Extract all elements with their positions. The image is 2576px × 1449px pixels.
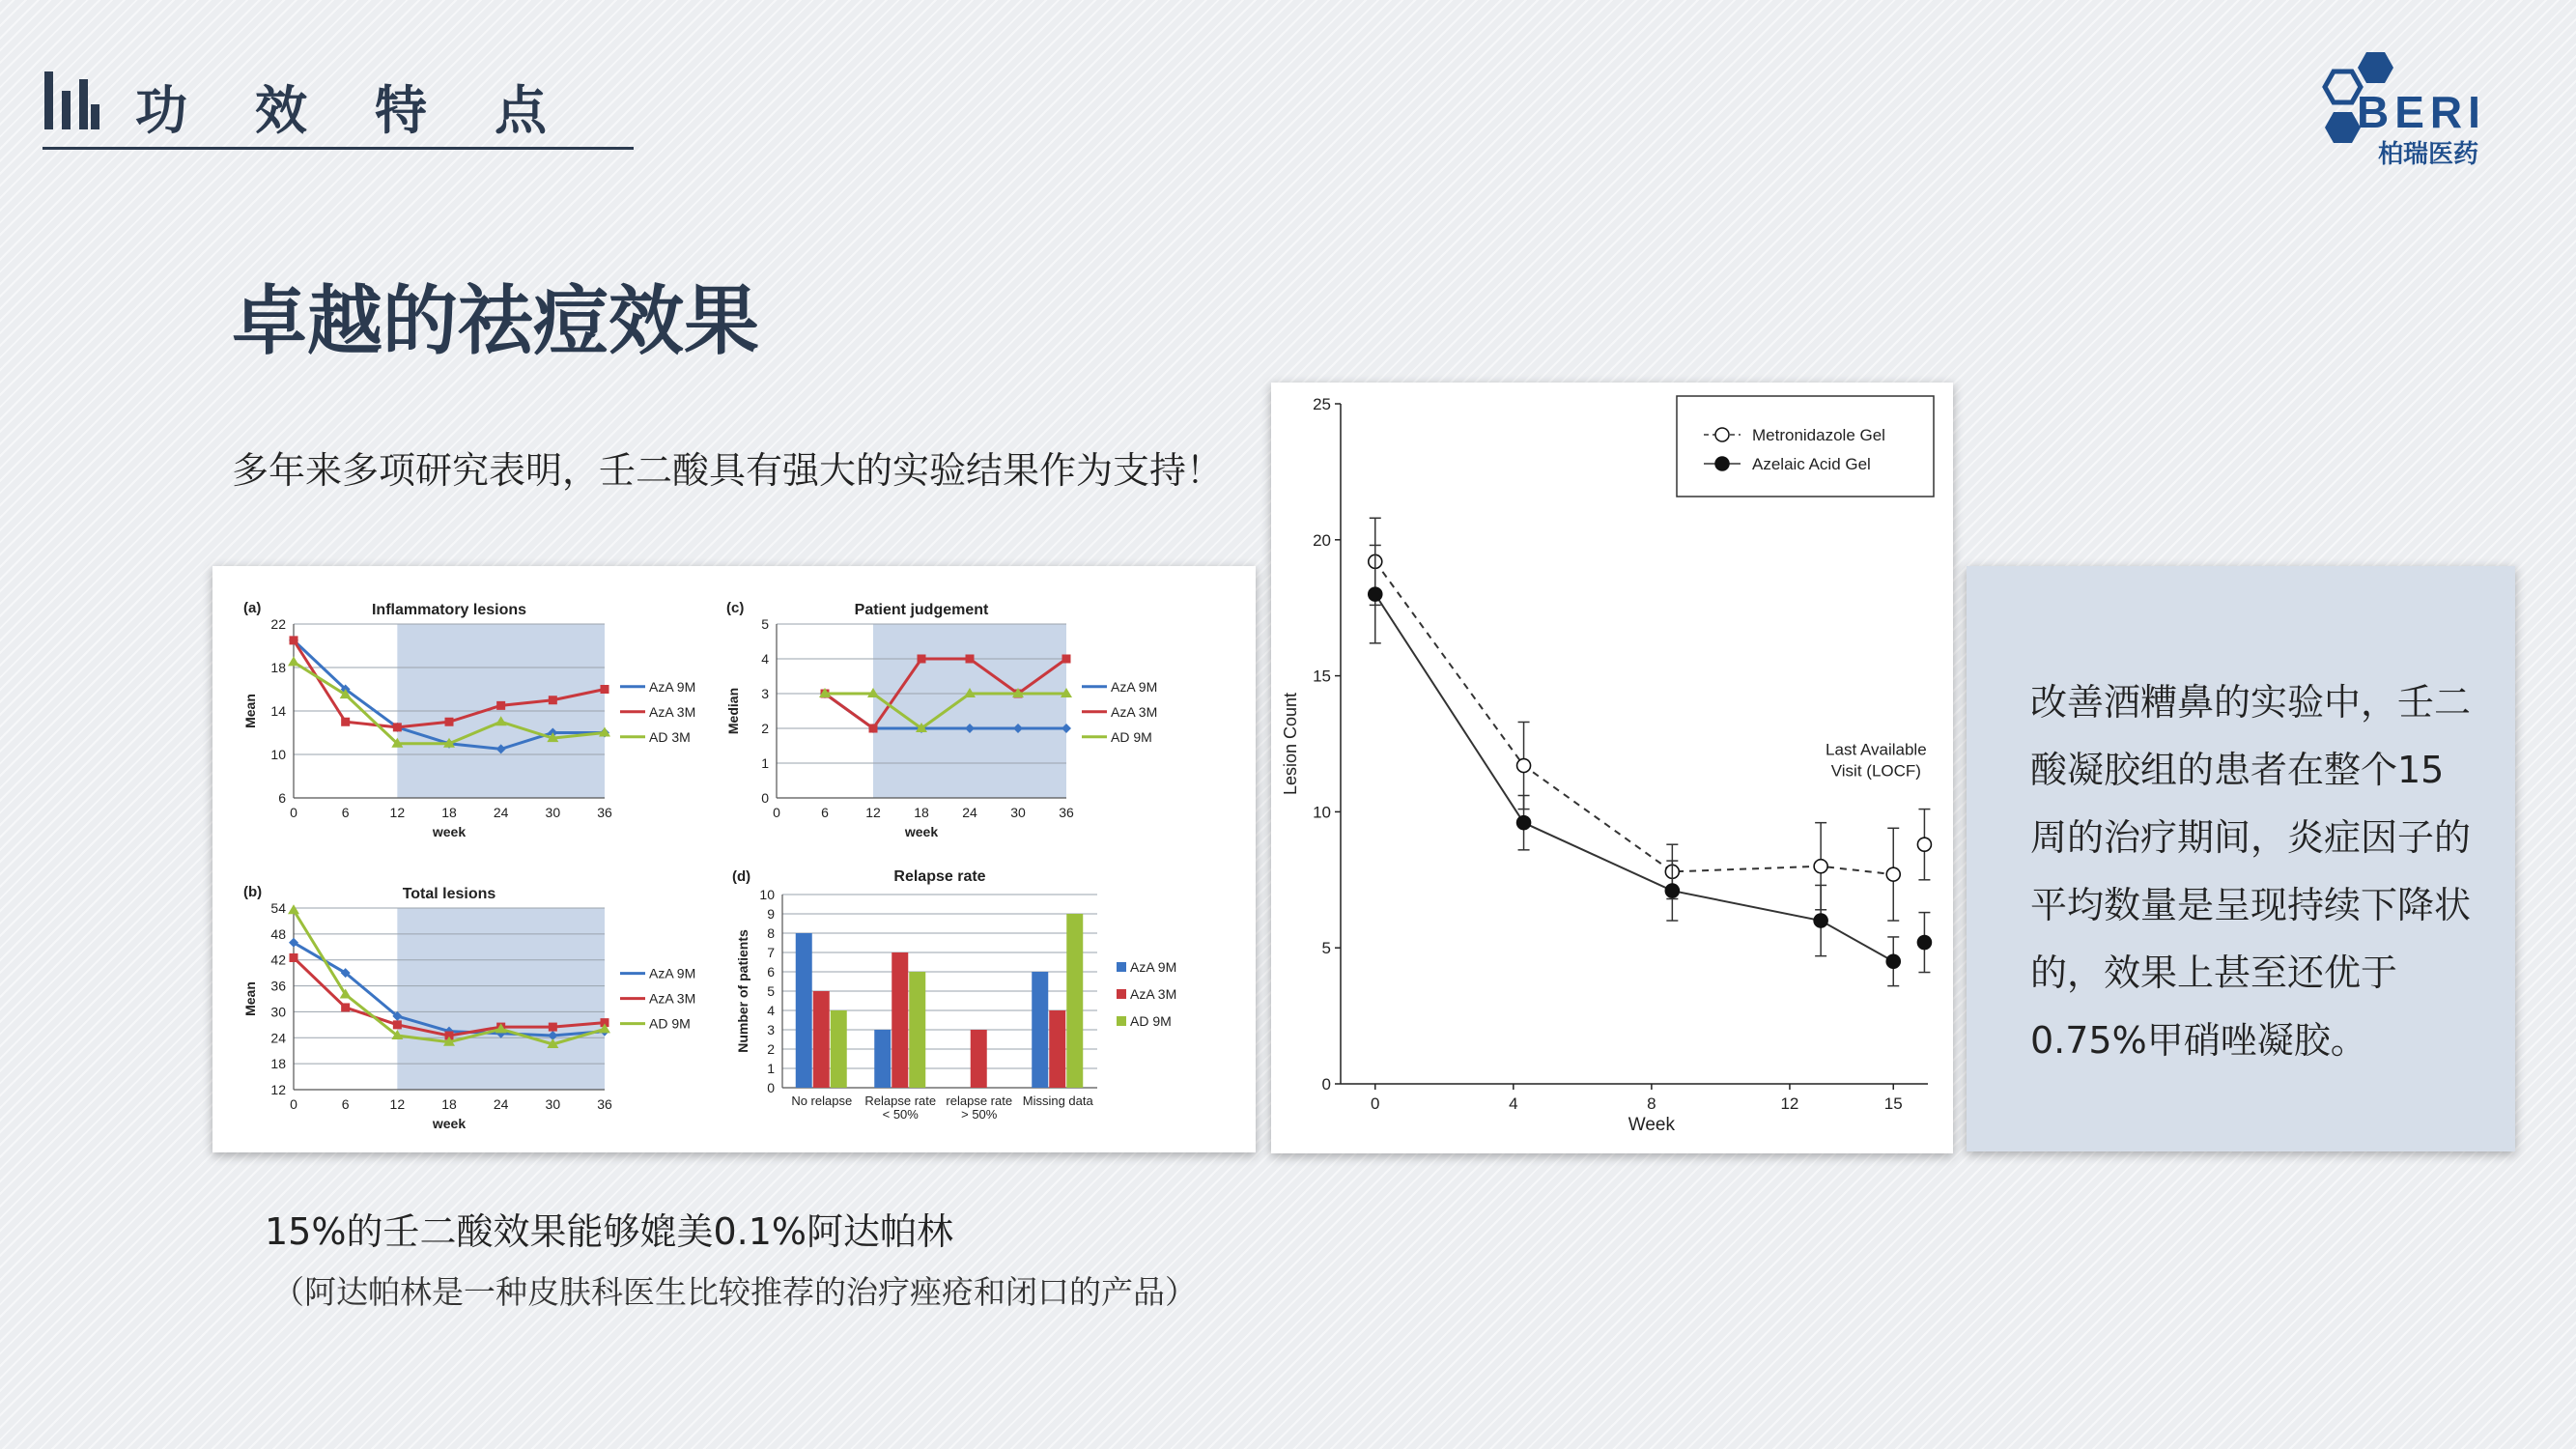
chart-c: [725, 600, 1157, 839]
data-point: [549, 1023, 557, 1032]
legend-label: AzA 9M: [649, 965, 696, 981]
shaded-region: [397, 908, 605, 1090]
bar: [1066, 914, 1083, 1088]
data-point: [341, 718, 350, 726]
panel-label: (c): [726, 600, 745, 616]
y-tick-label: 6: [767, 964, 775, 980]
x-tick-label: 12: [1780, 1094, 1799, 1113]
chart-title: Inflammatory lesions: [371, 602, 527, 618]
locf-annotation: Last Available Visit (LOCF): [1826, 740, 1927, 781]
y-tick-label: 8: [767, 925, 775, 941]
y-tick-label: 4: [767, 1003, 775, 1018]
legend-label: Metronidazole Gel: [1752, 426, 1885, 444]
y-tick-label: 4: [761, 651, 769, 667]
footnote-sub: （阿达帕林是一种皮肤科医生比较推荐的治疗痤疮和闭口的产品）: [272, 1273, 1197, 1311]
y-tick-label: 3: [767, 1022, 775, 1037]
y-tick-label: 5: [761, 616, 769, 632]
x-tick-label: 36: [1059, 805, 1074, 820]
y-tick-label: 6: [278, 790, 286, 806]
data-point: [393, 723, 402, 731]
y-tick-label: 1: [767, 1061, 775, 1076]
y-tick-label: 30: [270, 1004, 286, 1020]
y-tick-label: 10: [1313, 803, 1331, 822]
bar: [874, 1030, 891, 1088]
y-axis-label: Lesion Count: [1281, 692, 1300, 796]
legend: [1677, 396, 1934, 497]
y-tick-label: 15: [1313, 667, 1331, 686]
chart-d: [732, 868, 1176, 1122]
data-point: [1517, 816, 1531, 830]
bar: [909, 972, 925, 1088]
footnote-main: 15%的壬二酸效果能够媲美0.1%阿达帕林: [265, 1210, 954, 1253]
legend-label: AzA 9M: [1111, 678, 1158, 695]
x-tick-label: 12: [865, 805, 881, 820]
legend-label: AzA 9M: [649, 678, 696, 695]
legend-swatch: [1117, 962, 1126, 972]
legend-label: AzA 3M: [649, 703, 696, 720]
x-tick-label: 30: [545, 805, 561, 820]
description-text: 改善酒糟鼻的实验中，壬二酸凝胶组的患者在整个15周的治疗期间，炎症因子的平均数量是呈现持续下降状的，效果上甚至还优于0.75%甲硝唑凝胶。: [2030, 681, 2472, 1062]
rosacea-chart: [1271, 383, 1953, 1153]
y-tick-label: 18: [270, 1056, 286, 1072]
bar: [1049, 1010, 1065, 1088]
x-tick-label: 12: [389, 1096, 406, 1112]
legend-box: [1677, 396, 1934, 497]
chart-title: Relapse rate: [893, 868, 986, 885]
bar: [813, 991, 830, 1088]
x-tick-label: 0: [773, 805, 780, 820]
shaded-region: [873, 624, 1066, 798]
section-bars-icon: [42, 71, 100, 129]
data-point: [601, 685, 609, 694]
y-tick-label: 0: [767, 1080, 775, 1095]
panel-label: (d): [732, 868, 751, 885]
rosacea-chart-panel: [1271, 383, 1953, 1153]
x-tick-label: 24: [962, 805, 977, 820]
panel-label: (b): [243, 884, 263, 900]
y-tick-label: 7: [767, 945, 775, 960]
x-tick-label: 12: [389, 805, 406, 820]
data-point: [288, 904, 299, 914]
y-tick-label: 2: [761, 721, 769, 736]
section-title: 功效特点: [135, 80, 614, 141]
category-label: relapse rate > 50%: [946, 1094, 1013, 1122]
y-axis-label: Median: [725, 687, 741, 735]
y-tick-label: 20: [1313, 530, 1331, 550]
x-tick-label: 6: [341, 805, 350, 820]
logo-subtitle: 柏瑞医药: [2378, 139, 2479, 168]
x-tick-label: 18: [441, 805, 457, 820]
legend-label: AzA 3M: [1111, 703, 1158, 720]
x-tick-label: 36: [597, 1096, 612, 1112]
legend-label: AzA 3M: [649, 990, 696, 1007]
data-point: [288, 656, 299, 666]
data-point: [1917, 936, 1931, 950]
bar: [892, 952, 908, 1088]
data-point: [341, 1003, 350, 1011]
panel-label: (a): [243, 600, 262, 616]
x-axis-label: week: [904, 824, 939, 839]
y-tick-label: 3: [761, 686, 769, 701]
bar: [971, 1030, 987, 1088]
chart-b: [242, 884, 695, 1131]
section-underline: [42, 147, 634, 150]
category-label: Missing data: [1022, 1094, 1093, 1108]
y-tick-label: 14: [270, 703, 286, 719]
x-tick-label: 15: [1883, 1094, 1903, 1113]
data-point: [549, 696, 557, 704]
y-tick-label: 48: [270, 925, 286, 942]
legend-marker: [1715, 457, 1729, 470]
legend-label: AzA 3M: [1130, 986, 1177, 1002]
data-point: [1665, 884, 1679, 897]
study-figure-panel: [212, 566, 1256, 1152]
main-title: 卓越的祛痘效果: [232, 278, 760, 365]
category-label: No relapse: [791, 1094, 853, 1108]
logo-wordmark: BERI: [2357, 87, 2486, 137]
chart-title: Total lesions: [402, 886, 496, 902]
y-tick-label: 9: [767, 906, 775, 922]
x-tick-label: 18: [441, 1096, 457, 1112]
x-tick-label: 0: [1371, 1094, 1380, 1113]
y-tick-label: 25: [1313, 395, 1331, 413]
y-tick-label: 0: [761, 790, 769, 806]
y-tick-label: 0: [1321, 1075, 1331, 1094]
data-point: [1886, 867, 1900, 881]
y-axis-label: Mean: [242, 981, 258, 1016]
legend-label: Azelaic Acid Gel: [1752, 455, 1871, 473]
chart-a: [242, 600, 695, 839]
y-tick-label: 24: [270, 1030, 286, 1046]
data-point: [1814, 860, 1827, 873]
x-tick-label: 0: [290, 805, 297, 820]
bar: [796, 933, 812, 1088]
data-point: [1517, 759, 1531, 773]
x-tick-label: 36: [597, 805, 612, 820]
y-tick-label: 5: [767, 983, 775, 999]
x-tick-label: 0: [290, 1096, 297, 1112]
legend-swatch: [1117, 989, 1126, 999]
data-point: [1886, 954, 1900, 968]
study-figure: [212, 566, 1256, 1152]
data-point: [290, 953, 298, 962]
x-tick-label: 24: [493, 1096, 509, 1112]
data-point: [1062, 655, 1071, 664]
data-point: [918, 655, 926, 664]
legend-marker: [1715, 428, 1729, 441]
bar: [1032, 972, 1048, 1088]
intro-text: 多年来多项研究表明，壬二酸具有强大的实验结果作为支持！: [232, 449, 1224, 492]
y-tick-label: 54: [270, 900, 286, 916]
category-label: Relapse rate < 50%: [864, 1094, 937, 1122]
chart-rosacea: [1281, 395, 1934, 1135]
y-tick-label: 36: [270, 978, 286, 994]
data-point: [966, 655, 975, 664]
y-axis-label: Mean: [242, 694, 258, 728]
y-tick-label: 18: [270, 660, 286, 675]
series-line: [1375, 561, 1893, 874]
x-tick-label: 18: [914, 805, 929, 820]
x-tick-label: 30: [1010, 805, 1026, 820]
y-tick-label: 10: [759, 887, 775, 902]
legend-swatch: [1117, 1016, 1126, 1026]
x-tick-label: 24: [493, 805, 509, 820]
data-point: [1814, 914, 1827, 927]
data-point: [496, 701, 505, 710]
x-tick-label: 30: [545, 1096, 561, 1112]
data-point: [1917, 838, 1931, 851]
bar: [831, 1010, 847, 1088]
y-tick-label: 22: [270, 616, 286, 632]
y-tick-label: 12: [270, 1082, 286, 1097]
data-point: [869, 724, 878, 733]
legend-label: AD 9M: [649, 1015, 691, 1032]
x-axis-label: week: [432, 824, 467, 839]
x-tick-label: 6: [341, 1096, 350, 1112]
data-point: [1369, 587, 1382, 601]
series-line: [1375, 594, 1893, 961]
legend-label: AzA 9M: [1130, 959, 1177, 975]
y-tick-label: 42: [270, 952, 286, 968]
description-card: [1967, 566, 2515, 1151]
y-tick-label: 2: [767, 1041, 775, 1057]
legend-label: AD 3M: [649, 728, 691, 745]
x-axis-label: Week: [1628, 1115, 1675, 1135]
legend-label: AD 9M: [1111, 728, 1152, 745]
y-tick-label: 5: [1321, 939, 1331, 958]
y-tick-label: 1: [761, 755, 769, 771]
data-point: [445, 718, 454, 726]
y-tick-label: 10: [270, 747, 286, 762]
chart-title: Patient judgement: [854, 602, 989, 618]
x-tick-label: 4: [1509, 1094, 1518, 1113]
x-tick-label: 6: [821, 805, 829, 820]
x-axis-label: week: [432, 1116, 467, 1131]
x-tick-label: 8: [1647, 1094, 1656, 1113]
legend-label: AD 9M: [1130, 1013, 1172, 1029]
beri-logo: [2299, 48, 2531, 174]
y-axis-label: Number of patients: [735, 929, 750, 1053]
data-point: [393, 1020, 402, 1029]
data-point: [290, 636, 298, 644]
